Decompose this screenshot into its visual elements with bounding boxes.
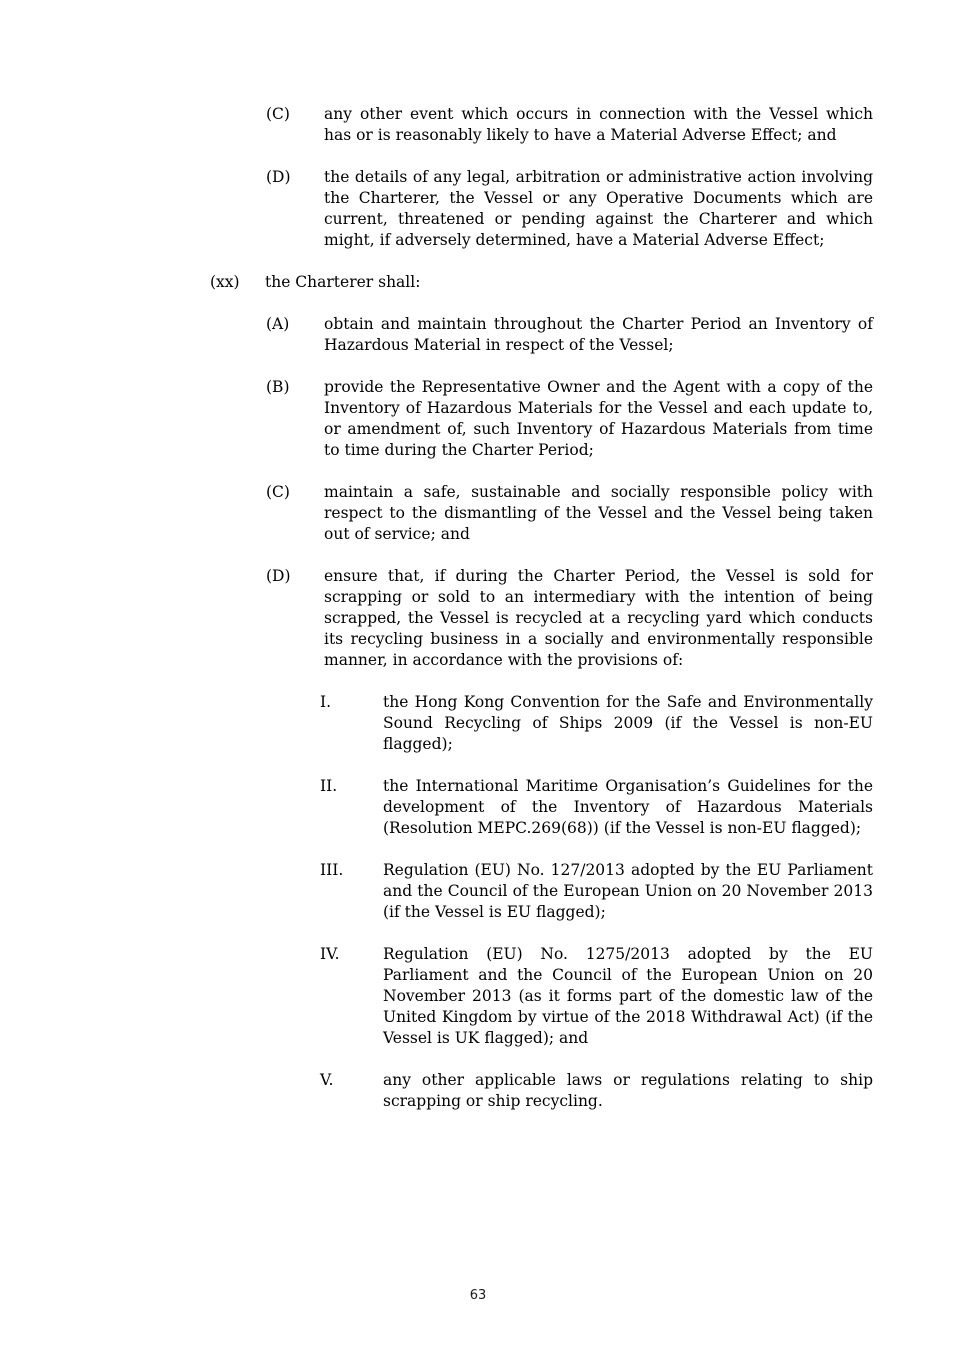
clause-xx <box>0 272 965 293</box>
clause-text: the Charterer shall: <box>265 273 421 291</box>
clause-text: the International Maritime Organisation’s Guidelines for the development of the Inventory of Hazardous Materials (Resolution MEPC.269(68)) (if the Vessel is non-EU flagged); <box>383 777 873 837</box>
clause-label: (D) <box>266 168 291 186</box>
clause-label: (C) <box>266 105 290 123</box>
clause-text: provide the Representative Owner and the Agent with a copy of the Inventory of Hazardous Materials for the Vessel and each update to, or amendment of, such Inventory of Hazardous Materials from time to time during the Charter Period; <box>324 378 873 459</box>
clause-label: (C) <box>266 483 290 501</box>
clause-text: the Hong Kong Convention for the Safe and Environmentally Sound Recycling of Ships 2009 (if the Vessel is non-EU flagged); <box>383 693 873 753</box>
clause-text: any other applicable laws or regulations relating to ship scrapping or ship recycling. <box>383 1071 873 1110</box>
clause-B <box>0 377 965 461</box>
clause-D2 <box>0 566 965 671</box>
clause-C2 <box>0 482 965 545</box>
clause-label: (A) <box>266 315 290 333</box>
clause-text: Regulation (EU) No. 1275/2013 adopted by the EU Parliament and the Council of the European Union on 20 November 2013 (as it forms part of the domestic law of the United Kingdom by virtue of the 2018 Withdrawal Act) (if the Vessel is UK flagged); and <box>383 945 873 1047</box>
clause-label: (D) <box>266 567 291 585</box>
clause-label: (xx) <box>210 273 240 291</box>
clause-text: any other event which occurs in connection with the Vessel which has or is reasonably likely to have a Material Adverse Effect; and <box>324 105 873 144</box>
clause-text: maintain a safe, sustainable and socially responsible policy with respect to the dismantling of the Vessel and the Vessel being taken out of service; and <box>324 483 873 543</box>
clause-roman-iv <box>0 944 965 1049</box>
clause-C <box>0 104 965 146</box>
clause-D <box>0 167 965 251</box>
clause-text: obtain and maintain throughout the Charter Period an Inventory of Hazardous Material in respect of the Vessel; <box>324 315 873 354</box>
clause-label: III. <box>320 861 344 879</box>
clause-roman-ii <box>0 776 965 839</box>
clause-text: Regulation (EU) No. 127/2013 adopted by the EU Parliament and the Council of the European Union on 20 November 2013 (if the Vessel is EU flagged); <box>383 861 873 921</box>
clause-label: II. <box>320 777 338 795</box>
clause-label: V. <box>320 1071 334 1089</box>
clause-text: the details of any legal, arbitration or administrative action involving the Charterer, the Vessel or any Operative Documents which are current, threatened or pending against the Charterer and which might, if adversely determined, have a Material Adverse Effect; <box>324 168 873 249</box>
clause-roman-iii <box>0 860 965 923</box>
clause-roman-i <box>0 692 965 755</box>
page-number: 63 <box>469 1288 487 1303</box>
document-body <box>0 104 965 1133</box>
clause-label: IV. <box>320 945 340 963</box>
clause-A <box>0 314 965 356</box>
clause-label: I. <box>320 693 332 711</box>
clause-roman-v <box>0 1070 965 1112</box>
clause-label: (B) <box>266 378 290 396</box>
clause-text: ensure that, if during the Charter Period, the Vessel is sold for scrapping or sold to an intermediary with the intention of being scrapped, the Vessel is recycled at a recycling yard which conducts its recycling business in a socially and environmentally responsible manner, in accordance with the provisions of: <box>324 567 873 669</box>
